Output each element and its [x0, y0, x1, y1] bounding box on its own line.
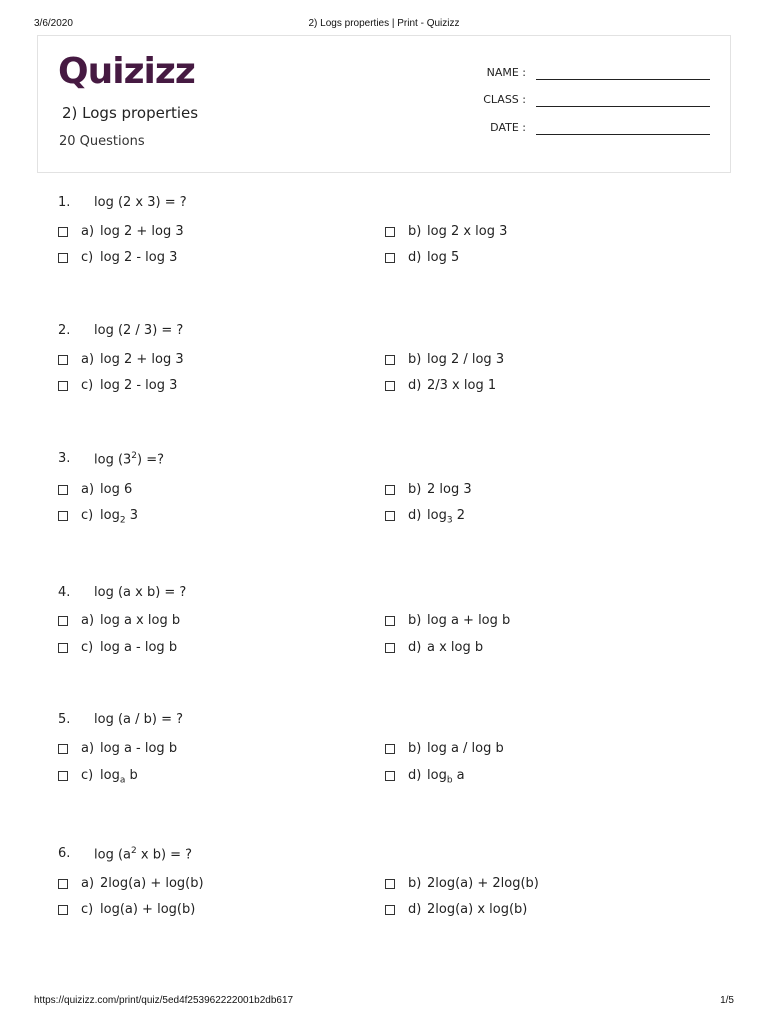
checkbox-icon[interactable] — [58, 253, 68, 263]
checkbox-icon[interactable] — [385, 643, 395, 653]
question-text: log (a x b) = ? — [94, 585, 187, 600]
name-label: NAME : — [486, 66, 526, 79]
checkbox-icon[interactable] — [58, 381, 68, 391]
checkbox-icon[interactable] — [385, 744, 395, 754]
checkbox-icon[interactable] — [58, 744, 68, 754]
question-text: $\log (a^2$ x b) = ? — [94, 846, 193, 863]
checkbox-icon[interactable] — [385, 485, 395, 495]
checkbox-icon[interactable] — [385, 879, 395, 889]
question-text: $\log (3^2)$ =? — [94, 451, 165, 468]
class-line[interactable] — [536, 106, 710, 107]
question-number: 2. — [58, 323, 71, 338]
checkbox-icon[interactable] — [58, 485, 68, 495]
print-header — [34, 18, 734, 30]
question-text: log (2 x 3) = ? — [94, 195, 187, 210]
checkbox-icon[interactable] — [385, 771, 395, 781]
checkbox-icon[interactable] — [58, 771, 68, 781]
checkbox-icon[interactable] — [58, 879, 68, 889]
checkbox-icon[interactable] — [58, 511, 68, 521]
print-url[interactable]: https://quizizz.com/print/quiz/5ed4f253962222001b2db617 — [34, 995, 294, 1006]
print-page-number: 1/5 — [720, 995, 734, 1006]
checkbox-icon[interactable] — [385, 227, 395, 237]
question-number: 4. — [58, 585, 71, 600]
checkbox-icon[interactable] — [385, 616, 395, 626]
quizizz-logo — [58, 52, 198, 92]
checkbox-icon[interactable] — [58, 643, 68, 653]
print-footer — [34, 995, 734, 1007]
checkbox-icon[interactable] — [58, 905, 68, 915]
question-number: 3. — [58, 451, 71, 466]
checkbox-icon[interactable] — [58, 355, 68, 365]
quiz-title: 2) Logs properties — [62, 104, 199, 122]
checkbox-icon[interactable] — [58, 616, 68, 626]
checkbox-icon[interactable] — [385, 253, 395, 263]
question-number: 1. — [58, 195, 71, 210]
print-page-title: 2) Logs properties | Print - Quizizz — [308, 18, 460, 29]
question-number: 5. — [58, 712, 71, 727]
checkbox-icon[interactable] — [385, 511, 395, 521]
quiz-header-box — [37, 35, 731, 173]
name-line[interactable] — [536, 79, 710, 80]
question-number: 6. — [58, 846, 71, 861]
question-text: log (2 / 3) = ? — [94, 323, 184, 338]
print-date: 3/6/2020 — [34, 18, 73, 29]
checkbox-icon[interactable] — [385, 381, 395, 391]
date-label: DATE : — [490, 121, 526, 134]
checkbox-icon[interactable] — [385, 905, 395, 915]
checkbox-icon[interactable] — [58, 227, 68, 237]
checkbox-icon[interactable] — [385, 355, 395, 365]
quizizz-logo-text: Quizizz — [58, 51, 195, 92]
question-count: 20 Questions — [59, 134, 145, 149]
question-text: log (a / b) = ? — [94, 712, 184, 727]
date-line[interactable] — [536, 134, 710, 135]
class-label: CLASS : — [483, 93, 526, 106]
